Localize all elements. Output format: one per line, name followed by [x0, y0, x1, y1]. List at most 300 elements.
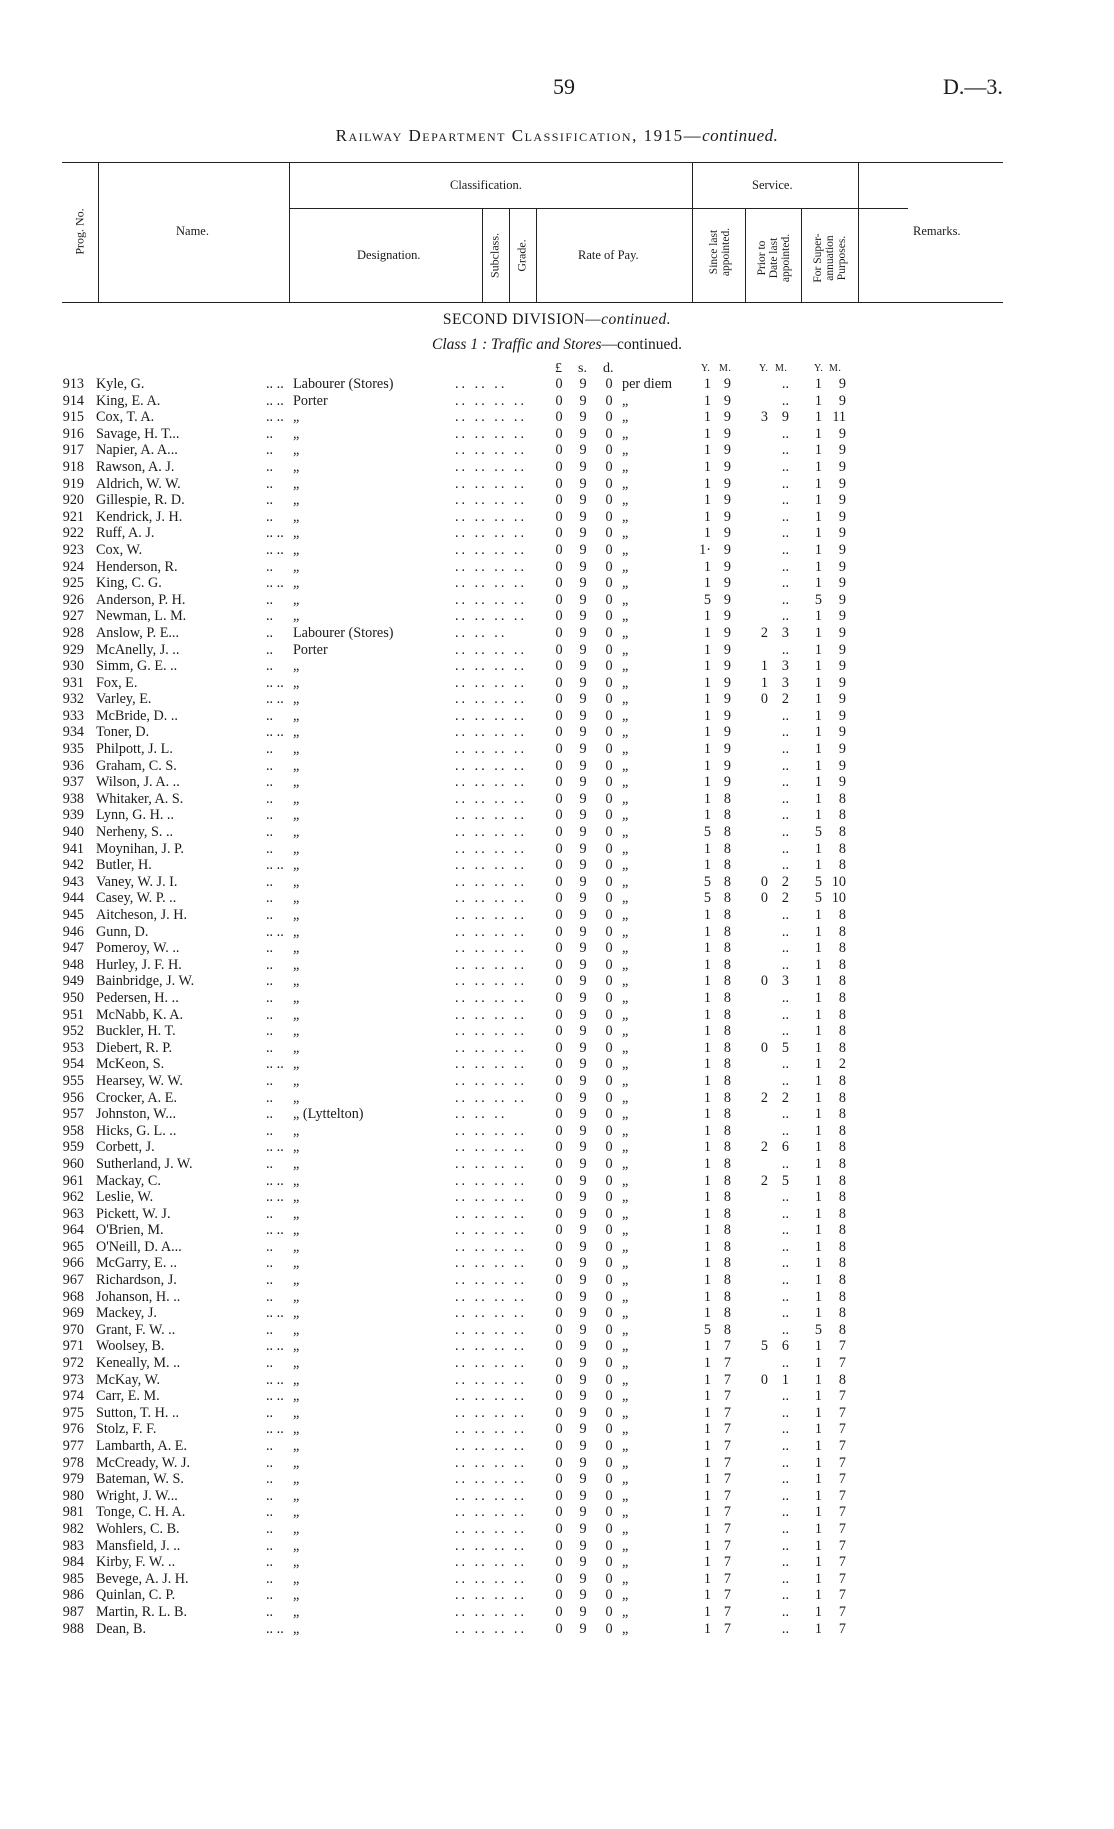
prior-months: .. [781, 608, 789, 625]
since-months: 7 [723, 1520, 731, 1537]
since-years: 1 [703, 1438, 711, 1454]
pay-period: „ [622, 691, 629, 708]
leader-dots: .. [266, 840, 274, 857]
employee-name: Buckler, H. T. [96, 1023, 176, 1040]
employee-name: Henderson, R. [96, 558, 178, 575]
since-years: 1 [703, 1222, 711, 1239]
header-prog-no: Prog. No. [72, 208, 87, 255]
leader-dots: .. .. .. .. [455, 1438, 528, 1454]
pay-shillings: 9 [579, 641, 587, 658]
pay-period: „ [622, 1570, 629, 1587]
since-years: 1 [703, 1471, 711, 1488]
leader-dots: .. [266, 940, 274, 957]
prog-number: 983 [62, 1537, 84, 1554]
pay-pounds: 0 [555, 1238, 563, 1255]
super-years: 1 [814, 1471, 822, 1488]
since-months: 7 [723, 1471, 731, 1488]
table-row [0, 1621, 1114, 1638]
super-years: 1 [814, 541, 822, 558]
super-years: 1 [814, 1355, 822, 1372]
super-years: 5 [814, 824, 822, 841]
pay-period: „ [622, 624, 629, 641]
pay-pence: 0 [605, 1321, 613, 1338]
prior-months: .. [781, 492, 789, 509]
prior-months: .. [781, 1355, 789, 1372]
super-months: 9 [838, 376, 846, 392]
prog-number: 918 [62, 458, 84, 475]
since-years: 1 [703, 1288, 711, 1305]
employee-name: McGarry, E. .. [96, 1255, 178, 1272]
table-row [0, 1156, 1114, 1173]
pay-pounds: 0 [555, 608, 563, 625]
pay-pence: 0 [605, 409, 613, 426]
table-row [0, 708, 1114, 725]
super-months: 8 [838, 1205, 846, 1222]
pay-pounds: 0 [555, 425, 563, 442]
employee-name: Ruff, A. J. [96, 525, 155, 542]
table-row [0, 509, 1114, 526]
employee-name: Butler, H. [96, 857, 152, 874]
designation: „ (Lyttelton) [293, 1106, 364, 1123]
pay-shillings: 9 [579, 458, 587, 475]
prior-months: .. [781, 757, 789, 774]
leader-dots: .. [266, 1520, 274, 1537]
super-years: 5 [814, 890, 822, 907]
prog-number: 970 [62, 1321, 84, 1338]
pay-shillings: 9 [579, 707, 587, 724]
since-years: 1 [703, 641, 711, 658]
since-months: 8 [723, 1321, 731, 1338]
pay-period: „ [622, 1388, 629, 1405]
leader-dots: .. .. .. .. [455, 1520, 528, 1537]
since-years: 1 [703, 840, 711, 857]
pay-period: „ [622, 1603, 629, 1620]
leader-dots: .. [266, 458, 274, 475]
pay-period: „ [622, 1072, 629, 1089]
pay-shillings: 9 [579, 558, 587, 575]
designation: „ [293, 774, 300, 791]
leader-dots: .. .. .. .. [455, 824, 528, 841]
employee-name: King, E. A. [96, 392, 161, 409]
prior-years: 2 [760, 1139, 768, 1156]
prior-months: .. [781, 1587, 789, 1604]
designation: „ [293, 541, 300, 558]
designation: „ [293, 1205, 300, 1222]
unit-y2: Y. [759, 363, 769, 374]
pay-pence: 0 [605, 956, 613, 973]
leader-dots: .. [266, 558, 274, 575]
leader-dots: .. [266, 475, 274, 492]
table-row [0, 1073, 1114, 1090]
leader-dots: .. .. .. .. [455, 658, 528, 675]
table-row [0, 1056, 1114, 1073]
pay-pence: 0 [605, 458, 613, 475]
table-row [0, 857, 1114, 874]
since-months: 9 [723, 392, 731, 409]
super-years: 1 [814, 691, 822, 708]
pay-shillings: 9 [579, 525, 587, 542]
pay-pounds: 0 [555, 1338, 563, 1355]
prior-months: .. [781, 724, 789, 741]
super-years: 1 [814, 508, 822, 525]
prior-months: .. [781, 575, 789, 592]
pay-pounds: 0 [555, 508, 563, 525]
leader-dots: .. .. .. .. [455, 641, 528, 658]
employee-name: McBride, D. .. [96, 707, 178, 724]
super-years: 1 [814, 1106, 822, 1123]
designation: „ [293, 425, 300, 442]
pay-shillings: 9 [579, 1471, 587, 1488]
super-months: 9 [838, 674, 846, 691]
prog-number: 966 [62, 1255, 84, 1272]
prior-months: .. [781, 1438, 789, 1454]
super-years: 1 [814, 558, 822, 575]
super-years: 1 [814, 1205, 822, 1222]
super-months: 7 [838, 1487, 846, 1504]
pay-pence: 0 [605, 1238, 613, 1255]
employee-name: Grant, F. W. .. [96, 1321, 176, 1338]
pay-pounds: 0 [555, 1554, 563, 1571]
super-months: 8 [838, 1222, 846, 1239]
leader-dots: .. [266, 890, 274, 907]
pay-pence: 0 [605, 1454, 613, 1471]
leader-dots: .. .. .. .. [455, 790, 528, 807]
since-years: 1 [703, 558, 711, 575]
leader-dots: .. [266, 1570, 274, 1587]
pay-period: „ [622, 458, 629, 475]
unit-pence: d. [603, 361, 614, 376]
leader-dots: .. .. .. .. [455, 857, 528, 874]
table-row [0, 1139, 1114, 1156]
leader-dots: .. .. [266, 1338, 284, 1355]
table-row [0, 1123, 1114, 1140]
since-months: 8 [723, 1039, 731, 1056]
prog-number: 940 [62, 824, 84, 841]
since-years: 1 [703, 624, 711, 641]
designation: „ [293, 1355, 300, 1372]
leader-dots: .. .. .. .. [455, 1504, 528, 1521]
pay-pence: 0 [605, 1056, 613, 1073]
leader-dots: .. [266, 1023, 274, 1040]
leader-dots: .. .. [266, 1388, 284, 1405]
prog-number: 977 [62, 1438, 84, 1454]
prog-number: 975 [62, 1404, 84, 1421]
prior-months: 2 [781, 691, 789, 708]
pay-period: „ [622, 575, 629, 592]
pay-pounds: 0 [555, 1189, 563, 1206]
super-months: 8 [838, 1255, 846, 1272]
designation: „ [293, 1603, 300, 1620]
prog-number: 965 [62, 1238, 84, 1255]
designation: „ [293, 558, 300, 575]
pay-period: „ [622, 1587, 629, 1604]
leader-dots: .. [266, 1272, 274, 1289]
table-row [0, 608, 1114, 625]
table-row [0, 525, 1114, 542]
since-years: 1 [703, 1089, 711, 1106]
leader-dots: .. .. [266, 376, 284, 392]
pay-period: „ [622, 591, 629, 608]
pay-pence: 0 [605, 658, 613, 675]
since-months: 9 [723, 425, 731, 442]
document-reference: D.—3. [943, 74, 1003, 99]
unit-m1: M. [719, 363, 732, 374]
super-months: 8 [838, 989, 846, 1006]
super-months: 7 [838, 1504, 846, 1521]
prior-months: 3 [781, 658, 789, 675]
since-months: 8 [723, 940, 731, 957]
table-row [0, 1338, 1114, 1355]
pay-pounds: 0 [555, 724, 563, 741]
pay-shillings: 9 [579, 492, 587, 509]
prog-number: 964 [62, 1222, 84, 1239]
prior-months: .. [781, 1238, 789, 1255]
since-months: 7 [723, 1371, 731, 1388]
super-months: 9 [838, 508, 846, 525]
leader-dots: .. .. .. .. [455, 1089, 528, 1106]
designation: „ [293, 790, 300, 807]
prog-number: 987 [62, 1603, 84, 1620]
leader-dots: .. .. .. .. [455, 674, 528, 691]
pay-pence: 0 [605, 824, 613, 841]
pay-period: „ [622, 541, 629, 558]
super-months: 9 [838, 658, 846, 675]
leader-dots: .. .. .. .. [455, 558, 528, 575]
super-years: 1 [814, 857, 822, 874]
pay-shillings: 9 [579, 1039, 587, 1056]
since-months: 8 [723, 989, 731, 1006]
pay-pounds: 0 [555, 1471, 563, 1488]
since-months: 9 [723, 674, 731, 691]
super-years: 1 [814, 1272, 822, 1289]
pay-pence: 0 [605, 1520, 613, 1537]
super-months: 11 [832, 409, 846, 426]
pay-shillings: 9 [579, 857, 587, 874]
pay-period: „ [622, 907, 629, 923]
pay-period: „ [622, 409, 629, 426]
leader-dots: .. .. .. .. [455, 1072, 528, 1089]
since-months: 7 [723, 1404, 731, 1421]
pay-shillings: 9 [579, 1056, 587, 1073]
table-row [0, 774, 1114, 791]
since-months: 7 [723, 1438, 731, 1454]
pay-pence: 0 [605, 1620, 613, 1637]
prior-years: 0 [760, 1371, 768, 1388]
pay-period: „ [622, 1222, 629, 1239]
designation: „ [293, 1471, 300, 1488]
employee-name: Varley, E. [96, 691, 152, 708]
since-months: 8 [723, 1172, 731, 1189]
table-row [0, 1305, 1114, 1322]
prior-months: 3 [781, 674, 789, 691]
pay-pounds: 0 [555, 475, 563, 492]
table-row [0, 841, 1114, 858]
designation: „ [293, 508, 300, 525]
since-years: 1 [703, 1072, 711, 1089]
table-row [0, 791, 1114, 808]
super-years: 1 [814, 1006, 822, 1023]
pay-period: „ [622, 1155, 629, 1172]
prog-number: 952 [62, 1023, 84, 1040]
pay-pence: 0 [605, 857, 613, 874]
super-months: 8 [838, 1106, 846, 1123]
super-years: 1 [814, 1338, 822, 1355]
since-months: 9 [723, 558, 731, 575]
since-months: 9 [723, 475, 731, 492]
leader-dots: .. .. .. .. [455, 575, 528, 592]
since-years: 1 [703, 707, 711, 724]
since-months: 7 [723, 1487, 731, 1504]
pay-shillings: 9 [579, 691, 587, 708]
leader-dots: .. .. .. .. [455, 1371, 528, 1388]
prior-months: .. [781, 1554, 789, 1571]
pay-pounds: 0 [555, 1056, 563, 1073]
header-subclass: Subclass. [487, 233, 502, 278]
pay-period: „ [622, 824, 629, 841]
prog-number: 922 [62, 525, 84, 542]
pay-shillings: 9 [579, 508, 587, 525]
prior-months: .. [781, 707, 789, 724]
leader-dots: .. .. .. .. [455, 956, 528, 973]
designation: „ [293, 1056, 300, 1073]
pay-period: „ [622, 674, 629, 691]
prog-number: 948 [62, 956, 84, 973]
prior-months: .. [781, 475, 789, 492]
leader-dots: .. [266, 1255, 274, 1272]
designation: „ [293, 1272, 300, 1289]
leader-dots: .. .. .. .. [455, 492, 528, 509]
employee-name: Martin, R. L. B. [96, 1603, 188, 1620]
pay-shillings: 9 [579, 575, 587, 592]
since-years: 1 [703, 973, 711, 990]
super-years: 1 [814, 989, 822, 1006]
employee-name: Kyle, G. [96, 376, 145, 392]
prog-number: 979 [62, 1471, 84, 1488]
pay-shillings: 9 [579, 1570, 587, 1587]
table-row [0, 1554, 1114, 1571]
since-years: 5 [703, 873, 711, 890]
since-years: 1 [703, 1355, 711, 1372]
since-years: 1 [703, 1338, 711, 1355]
pay-pence: 0 [605, 1205, 613, 1222]
prior-months: 5 [781, 1172, 789, 1189]
pay-pence: 0 [605, 674, 613, 691]
class-continued: —continued. [601, 336, 683, 353]
pay-pence: 0 [605, 1089, 613, 1106]
pay-period: „ [622, 973, 629, 990]
header-prior-to-date: Prior to Date last appointed. [756, 233, 792, 283]
employee-name: Dean, B. [96, 1620, 147, 1637]
designation: „ [293, 1454, 300, 1471]
leader-dots: .. .. .. .. [455, 1238, 528, 1255]
since-years: 1 [703, 1603, 711, 1620]
table-header [62, 162, 1003, 303]
pay-shillings: 9 [579, 1487, 587, 1504]
designation: „ [293, 907, 300, 923]
header-grade: Grade. [514, 239, 529, 272]
leader-dots: .. .. .. .. [455, 1603, 528, 1620]
since-years: 1 [703, 956, 711, 973]
since-years: 5 [703, 824, 711, 841]
since-months: 9 [723, 591, 731, 608]
pay-shillings: 9 [579, 890, 587, 907]
table-row [0, 658, 1114, 675]
leader-dots: .. .. [266, 525, 284, 542]
pay-pounds: 0 [555, 1155, 563, 1172]
leader-dots: .. .. .. .. [455, 1404, 528, 1421]
leader-dots: .. .. .. .. [455, 458, 528, 475]
designation: „ [293, 575, 300, 592]
pay-pence: 0 [605, 492, 613, 509]
pay-period: „ [622, 1205, 629, 1222]
since-months: 9 [723, 641, 731, 658]
pay-pounds: 0 [555, 674, 563, 691]
prior-months: .. [781, 1272, 789, 1289]
since-months: 9 [723, 575, 731, 592]
super-months: 9 [838, 591, 846, 608]
pay-period: „ [622, 1288, 629, 1305]
pay-period: „ [622, 1089, 629, 1106]
leader-dots: .. [266, 956, 274, 973]
since-months: 9 [723, 724, 731, 741]
super-months: 8 [838, 1288, 846, 1305]
leader-dots: .. .. .. .. [455, 1056, 528, 1073]
employee-name: Carr, E. M. [96, 1388, 160, 1405]
leader-dots: .. .. .. [455, 376, 508, 392]
super-years: 1 [814, 1570, 822, 1587]
super-years: 1 [814, 1023, 822, 1040]
designation: „ [293, 1238, 300, 1255]
prior-months: .. [781, 1388, 789, 1405]
designation: „ [293, 1288, 300, 1305]
prog-number: 954 [62, 1056, 84, 1073]
prog-number: 968 [62, 1288, 84, 1305]
pay-pounds: 0 [555, 409, 563, 426]
pay-pounds: 0 [555, 840, 563, 857]
prog-number: 978 [62, 1454, 84, 1471]
super-years: 1 [814, 741, 822, 758]
prior-years: 0 [760, 1039, 768, 1056]
pay-pounds: 0 [555, 1454, 563, 1471]
table-row [0, 376, 1114, 393]
super-months: 8 [838, 907, 846, 923]
super-months: 7 [838, 1603, 846, 1620]
pay-pounds: 0 [555, 591, 563, 608]
designation: „ [293, 707, 300, 724]
header-rate-of-pay: Rate of Pay. [578, 248, 639, 262]
pay-pounds: 0 [555, 1205, 563, 1222]
pay-pence: 0 [605, 1139, 613, 1156]
designation: „ [293, 475, 300, 492]
leader-dots: .. [266, 508, 274, 525]
pay-shillings: 9 [579, 989, 587, 1006]
prior-months: .. [781, 458, 789, 475]
employee-name: Sutton, T. H. .. [96, 1404, 180, 1421]
pay-pence: 0 [605, 1404, 613, 1421]
pay-shillings: 9 [579, 1504, 587, 1521]
pay-pence: 0 [605, 757, 613, 774]
designation: „ [293, 1189, 300, 1206]
designation: „ [293, 1122, 300, 1139]
since-months: 8 [723, 890, 731, 907]
prog-number: 963 [62, 1205, 84, 1222]
prog-number: 933 [62, 707, 84, 724]
leader-dots: .. [266, 492, 274, 509]
pay-pounds: 0 [555, 1272, 563, 1289]
since-months: 8 [723, 1122, 731, 1139]
since-months: 9 [723, 492, 731, 509]
super-years: 1 [814, 1404, 822, 1421]
